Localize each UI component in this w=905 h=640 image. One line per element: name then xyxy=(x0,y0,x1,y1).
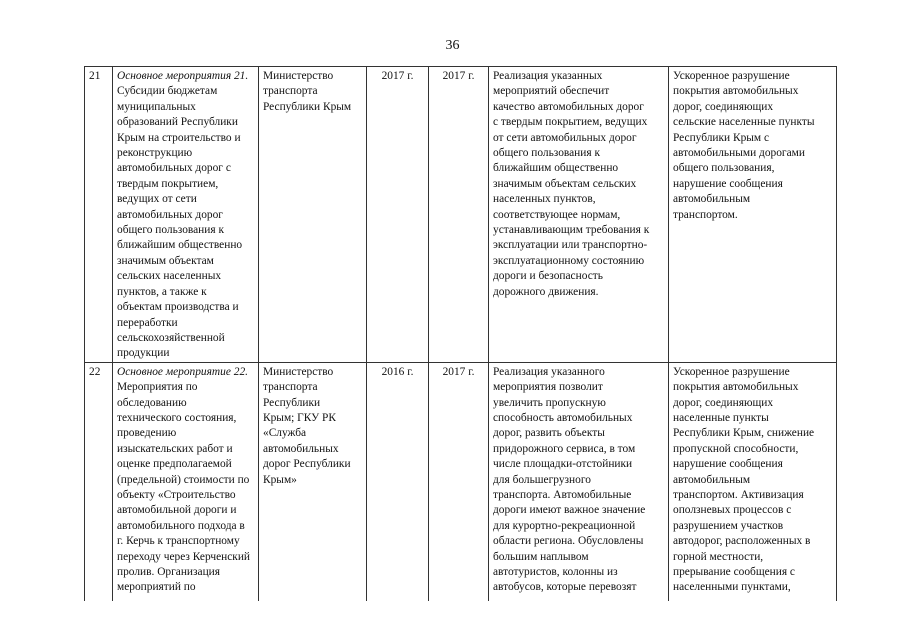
consequences-cell: Ускоренное разрушение покрытия автомобильных дорог, соединяющих сельские населенные пункты Республики Крым с автомобильными дорогами общего пользования, нарушение сообщения автомобильным транспортом. xyxy=(669,67,837,363)
start-year-cell: 2016 г. xyxy=(367,362,429,601)
activity-cell xyxy=(113,362,259,601)
page-number: 36 xyxy=(445,38,460,53)
end-year-cell: 2017 г. xyxy=(429,362,489,601)
activity-text: Мероприятия по обследованию технического состояния, проведению изыскательских работ и оценке предполагаемой (предельной) стоимости по объекту «Строительство автомобильной дороги и автомобильного подхода в г. Керчь к транспортному переходу через Керченский пролив. Организация мероприятий по xyxy=(117,381,251,594)
table-row xyxy=(85,362,837,601)
activity-cell xyxy=(113,67,259,363)
table-row xyxy=(85,67,837,363)
executor-cell: Министерство транспорта Республики Крым; ГКУ РК «Служба автомобильных дорог Республики Крым» xyxy=(259,362,367,601)
measures-table xyxy=(84,66,837,601)
result-cell: Реализация указанных мероприятий обеспечит качество автомобильных дорог с твердым покрытием, ведущих от сети автомобильных дорог общего пользования к ближайшим общественно значимым объектам сельских населенных пунктов, соответствующее нормам, устанавливающим требования к эксплуатации или транспортно- эксплуатационному состоянию дороги и безопасность дорожного движения. xyxy=(489,67,669,363)
end-year-cell: 2017 г. xyxy=(429,67,489,363)
consequences-cell: Ускоренное разрушение покрытия автомобильных дорог, соединяющих населенные пункты Республики Крым, снижение пропускной способности, нарушение сообщения автомобильным транспортом. Активизация оползневых процессов с разрушением участков автодорог, расположенных в горной местности, прерывание сообщения с населенными пунктами, xyxy=(669,362,837,601)
activity-text: Субсидии бюджетам муниципальных образований Республики Крым на строительство и реконструкцию автомобильных дорог с твердым покрытием, ведущих от сети автомобильных дорог общего пользования к ближайшим общественно значимым объектам сельских населенных пунктов, а также к объектам производства и переработки сельскохозяйственной продукции xyxy=(117,85,243,360)
activity-heading: Основное мероприятия 21. xyxy=(117,70,249,82)
row-number: 22 xyxy=(85,362,113,601)
row-number: 21 xyxy=(85,67,113,363)
start-year-cell: 2017 г. xyxy=(367,67,429,363)
executor-cell: Министерство транспорта Республики Крым xyxy=(259,67,367,363)
result-cell: Реализация указанного мероприятия позволит увеличить пропускную способность автомобильных дорог, развить объекты придорожного сервиса, в том числе площадки-отстойники для большегрузного транспорта. Автомобильные дороги имеют важное значение для курортно-рекреационной области региона. Обусловлены большим наплывом автотуристов, колонны из автобусов, которые перевозят xyxy=(489,362,669,601)
activity-heading: Основное мероприятие 22. xyxy=(117,365,248,378)
